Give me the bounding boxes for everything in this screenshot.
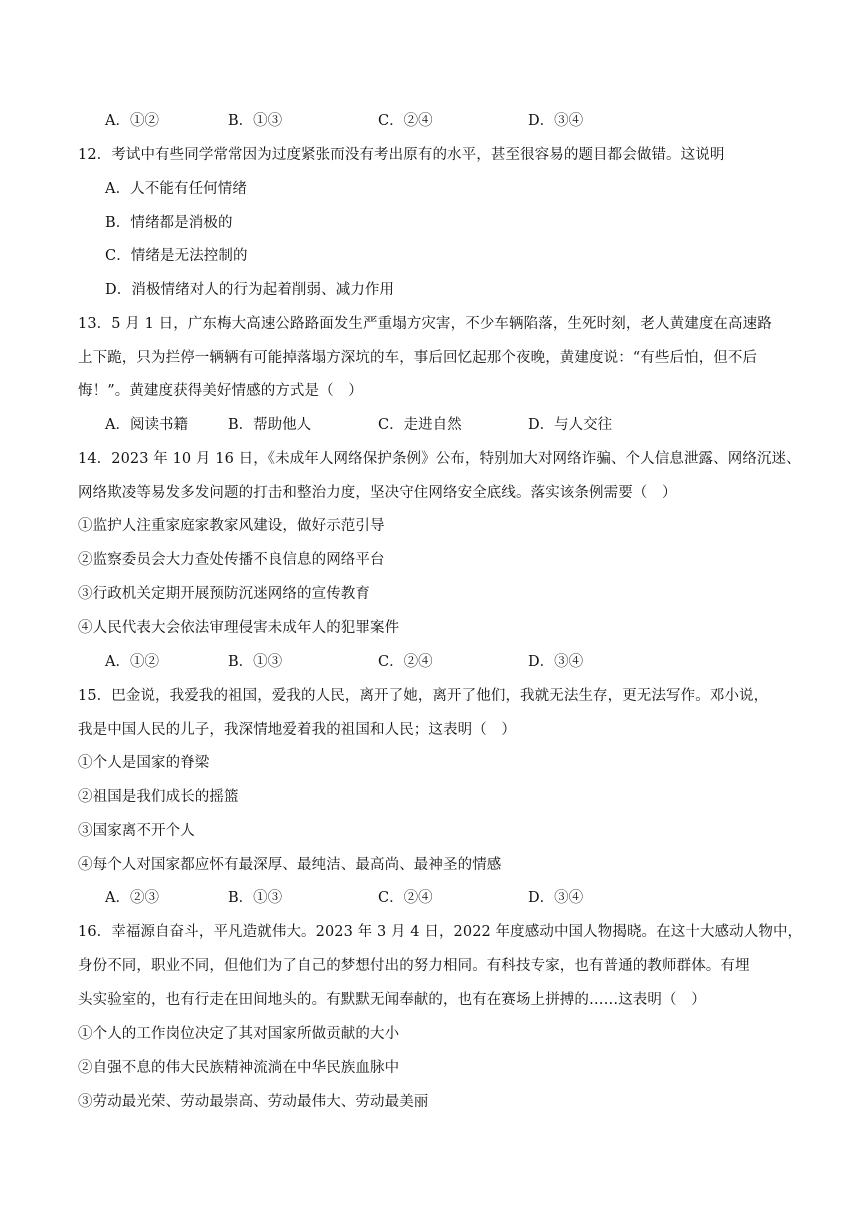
q15-option-a: A．②③ — [105, 890, 159, 906]
q13-option-a: A．阅读书籍 — [105, 417, 188, 433]
q14-option-c: C．②④ — [378, 654, 433, 670]
q15-option-c: C．②④ — [378, 890, 433, 906]
q13-stem-line-2: 上下跪，只为拦停一辆辆有可能掉落塌方深坑的车，事后回忆起那个夜晚，黄建度说：“有些后怕，但不后 — [78, 350, 758, 366]
q16-stem-line-3: 头实验室的，也有行走在田间地头的。有默默无闻奉献的，也有在赛场上拼搏的……这表明（ ） — [78, 992, 706, 1008]
q15-stem-line-1: 15．巴金说，我爱我的祖国，爱我的人民，离开了她，离开了他们，我就无法生存，更无法写作。邓小说， — [78, 688, 769, 704]
q13-option-d: D．与人交往 — [528, 417, 613, 433]
q12-stem: 12．考试中有些同学常常因为过度紧张而没有考出原有的水平，甚至很容易的题目都会做错。这说明 — [78, 147, 725, 163]
q11-option-b: B．①③ — [228, 113, 283, 129]
q13-option-c: C．走进自然 — [378, 417, 462, 433]
q14-option-a: A．①② — [105, 654, 159, 670]
q12-option-b: B．情绪都是消极的 — [105, 215, 233, 231]
q16-item-2: ②自强不息的伟大民族精神流淌在中华民族血脉中 — [78, 1060, 400, 1076]
q11-option-c: C．②④ — [378, 113, 433, 129]
q16-stem-line-2: 身份不同，职业不同，但他们为了自己的梦想付出的努力相同。有科技专家，也有普通的教师群体。有埋 — [78, 958, 750, 974]
q14-item-1: ①监护人注重家庭家教家风建设，做好示范引导 — [78, 518, 385, 534]
q13-stem-line-3: 悔！”。黄建度获得美好情感的方式是（ ） — [78, 383, 363, 399]
q11-option-d: D．③④ — [528, 113, 584, 129]
q15-item-1: ①个人是国家的脊梁 — [78, 755, 210, 771]
q14-item-3: ③行政机关定期开展预防沉迷网络的宣传教育 — [78, 586, 370, 602]
q15-item-4: ④每个人对国家都应怀有最深厚、最纯洁、最高尚、最神圣的情感 — [78, 857, 502, 873]
q14-item-4: ④人民代表大会依法审理侵害未成年人的犯罪案件 — [78, 620, 400, 636]
q15-stem-line-2: 我是中国人民的儿子，我深情地爱着我的祖国和人民；这表明（ ） — [78, 722, 516, 738]
q14-item-2: ②监察委员会大力查处传播不良信息的网络平台 — [78, 552, 385, 568]
q14-stem-line-2: 网络欺凌等易发多发问题的打击和整治力度，坚决守住网络安全底线。落实该条例需要（ ） — [78, 485, 677, 501]
q14-option-b: B．①③ — [228, 654, 283, 670]
q15-option-d: D．③④ — [528, 890, 584, 906]
q15-option-b: B．①③ — [228, 890, 283, 906]
q11-option-a: A．①② — [105, 113, 159, 129]
q12-option-a: A．人不能有任何情绪 — [105, 181, 247, 197]
q16-stem-line-1: 16．幸福源自奋斗，平凡造就伟大。2023 年 3 月 4 日，2022 年度感动中国人物揭晓。在这十大感动人物中， — [78, 924, 803, 940]
q15-item-2: ②祖国是我们成长的摇篮 — [78, 789, 239, 805]
q15-item-3: ③国家离不开个人 — [78, 823, 195, 839]
q14-stem-line-1: 14．2023 年 10 月 16 日，《未成年人网络保护条例》公布，特别加大对网络诈骗、个人信息泄露、网络沉迷、 — [78, 451, 801, 467]
q14-option-d: D．③④ — [528, 654, 584, 670]
q13-option-b: B．帮助他人 — [228, 417, 312, 433]
q13-stem-line-1: 13．5 月 1 日，广东梅大高速公路路面发生严重塌方灾害，不少车辆陷落，生死时刻，老人黄建度在高速路 — [78, 316, 772, 332]
q12-option-c: C．情绪是无法控制的 — [105, 248, 248, 264]
q12-option-d: D．消极情绪对人的行为起着削弱、减力作用 — [105, 282, 395, 298]
q16-item-1: ①个人的工作岗位决定了其对国家所做贡献的大小 — [78, 1026, 400, 1042]
q16-item-3: ③劳动最光荣、劳动最崇高、劳动最伟大、劳动最美丽 — [78, 1094, 429, 1110]
